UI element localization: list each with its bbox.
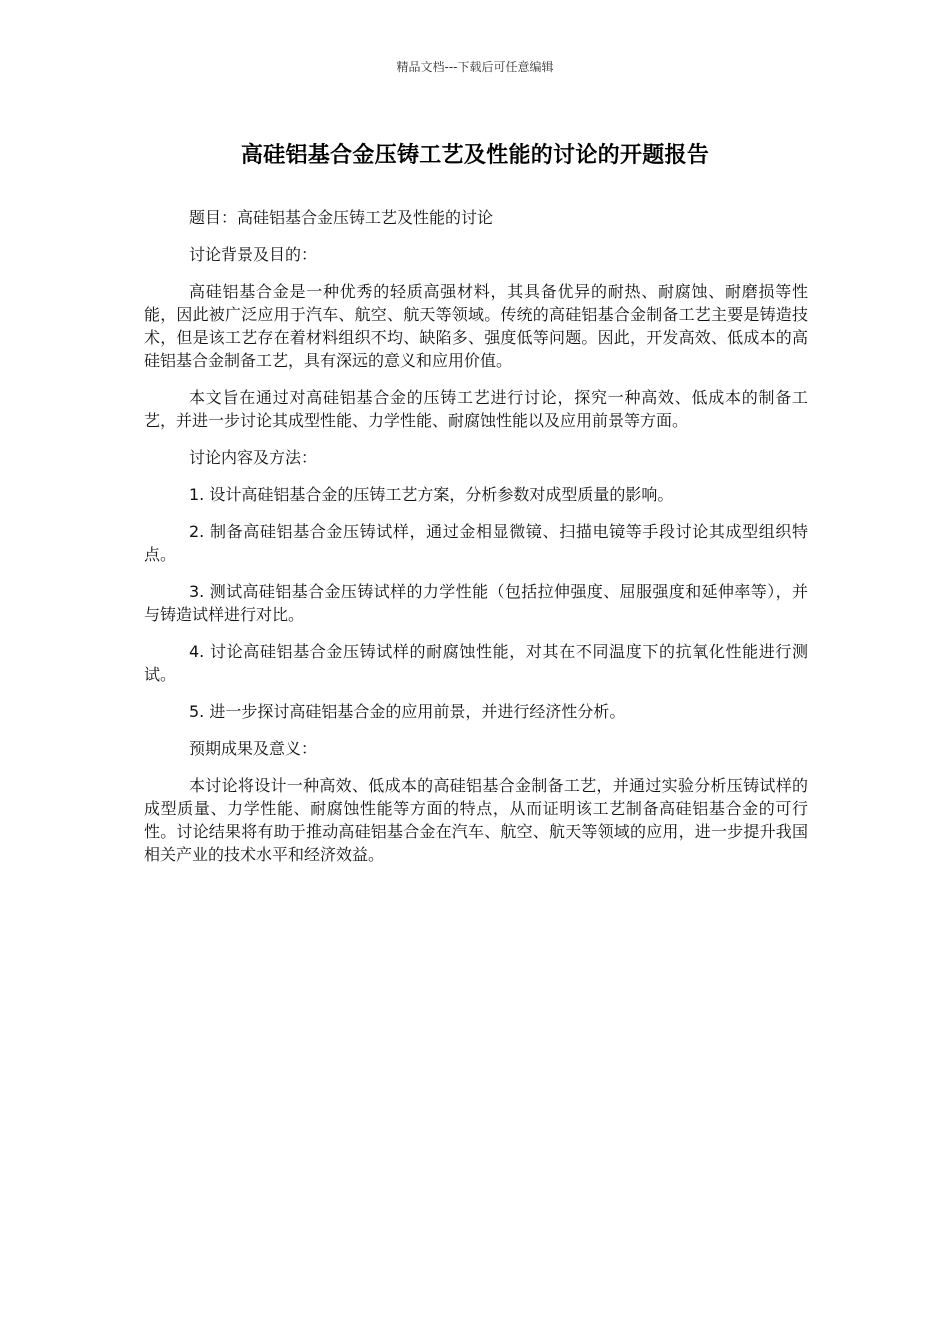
method-item-4: 4. 讨论高硅铝基合金压铸试样的耐腐蚀性能，对其在不同温度下的抗氧化性能进行测试。 — [144, 642, 808, 684]
outcomes-paragraph: 本讨论将设计一种高效、低成本的高硅铝基合金制备工艺，并通过实验分析压铸试样的成型质量、力学性能、耐腐蚀性能等方面的特点，从而证明该工艺制备高硅铝基合金的可行性。讨论结果将有助于推动高硅铝基合金在汽车、航空、航天等领域的应用，进一步提升我国相关产业的技术水平和经济效益。 — [144, 776, 808, 864]
method-item-1: 1. 设计高硅铝基合金的压铸工艺方案，分析参数对成型质量的影响。 — [189, 485, 674, 504]
background-paragraph: 高硅铝基合金是一种优秀的轻质高强材料，其具备优异的耐热、耐腐蚀、耐磨损等性能，因此被广泛应用于汽车、航空、航天等领域。传统的高硅铝基合金制备工艺主要是铸造技术，但是该工艺存在着材料组织不均、缺陷多、强度低等问题。因此，开发高效、低成本的高硅铝基合金制备工艺，具有深远的意义和应用价值。 — [144, 282, 808, 370]
method-item-2: 2. 制备高硅铝基合金压铸试样，通过金相显微镜、扫描电镜等手段讨论其成型组织特点。 — [144, 522, 808, 564]
purpose-paragraph: 本文旨在通过对高硅铝基合金的压铸工艺进行讨论，探究一种高效、低成本的制备工艺，并进一步讨论其成型性能、力学性能、耐腐蚀性能以及应用前景等方面。 — [144, 388, 808, 430]
topic-line: 题目：高硅铝基合金压铸工艺及性能的讨论 — [189, 208, 494, 227]
method-item-3: 3. 测试高硅铝基合金压铸试样的力学性能（包括拉伸强度、屈服强度和延伸率等），并与铸造试样进行对比。 — [144, 582, 808, 624]
section-heading-methods: 讨论内容及方法： — [189, 448, 318, 467]
section-heading-background: 讨论背景及目的： — [189, 245, 318, 264]
section-heading-outcomes: 预期成果及意义： — [189, 739, 318, 758]
document-title: 高硅铝基合金压铸工艺及性能的讨论的开题报告 — [240, 143, 710, 168]
document-body — [144, 206, 808, 880]
header-note: 精品文档---下载后可任意编辑 — [396, 60, 554, 74]
method-item-5: 5. 进一步探讨高硅铝基合金的应用前景，并进行经济性分析。 — [189, 702, 626, 721]
